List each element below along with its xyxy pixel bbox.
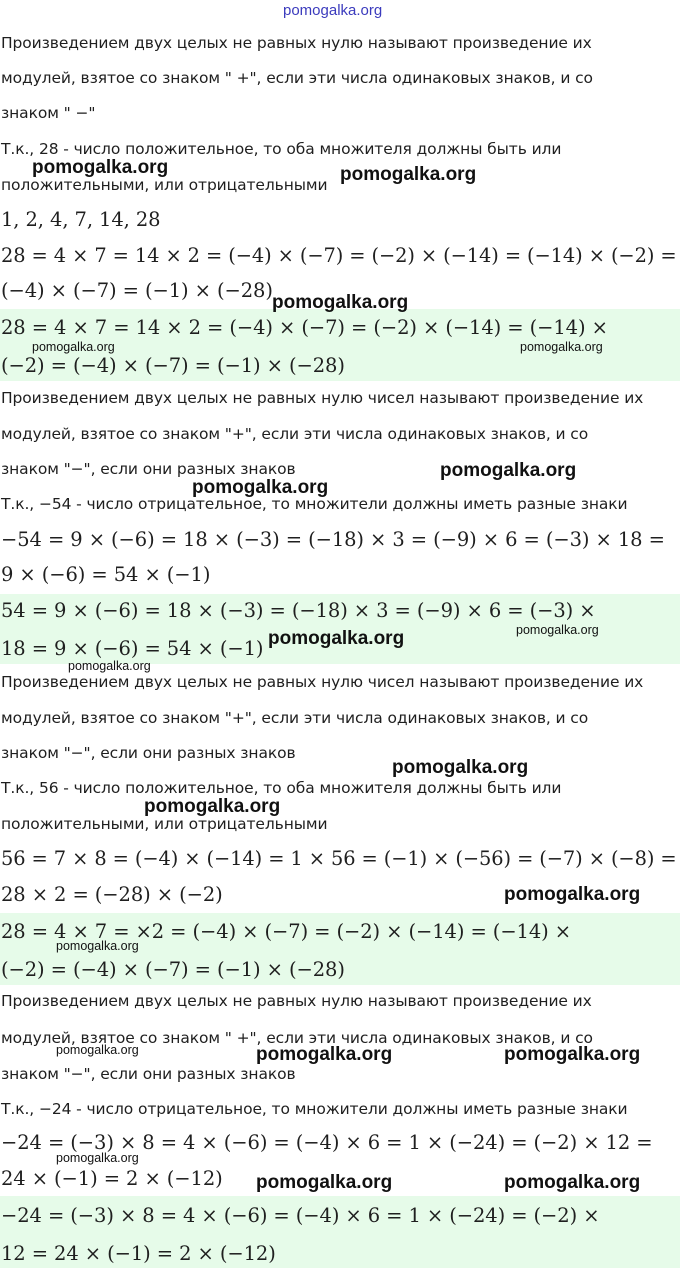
site-watermark: pomogalka.org (272, 292, 409, 313)
site-watermark: pomogalka.org (268, 628, 405, 649)
site-watermark: pomogalka.org (504, 884, 641, 905)
answer-line-2: 18 = 9 × (−6) = 54 × (−1) (1, 637, 264, 660)
calc-line-1: −54 = 9 × (−6) = 18 × (−3) = (−18) × 3 = (−9) × 6 = (−3) × 18 = (1, 528, 665, 551)
site-watermark: pomogalka.org (32, 340, 115, 354)
rule-line-3: знаком "−", если они разных знаков (1, 744, 296, 762)
calc-line-2: 28 × 2 = (−28) × (−2) (1, 883, 223, 906)
site-watermark: pomogalka.org (504, 1172, 641, 1193)
rule-line-1: Произведением двух целых не равных нулю чисел называют произведение их (1, 673, 644, 691)
answer-line-1: 28 = 4 × 7 = 14 × 2 = (−4) × (−7) = (−2) × (−14) = (−14) × (1, 316, 608, 339)
rule-line-2: модулей, взятое со знаком "+", если эти числа одинаковых знаков, и со (1, 425, 589, 443)
rule-line-3: знаком "−", если они разных знаков (1, 460, 296, 478)
site-watermark: pomogalka.org (56, 939, 139, 953)
note-line-2: положительными, или отрицательными (1, 815, 328, 833)
rule-line-3: знаком " −" (1, 104, 96, 122)
answer-line-2: 12 = 24 × (−1) = 2 × (−12) (1, 1242, 276, 1265)
rule-line-1: Произведением двух целых не равных нулю называют произведение их (1, 34, 592, 52)
answer-line-2: (−2) = (−4) × (−7) = (−1) × (−28) (1, 354, 345, 377)
rule-line-2: модулей, взятое со знаком " +", если эти числа одинаковых знаков, и со (1, 1029, 593, 1047)
calc-line-1: 28 = 4 × 7 = 14 × 2 = (−4) × (−7) = (−2) × (−14) = (−14) × (−2) = (1, 244, 677, 267)
note-line-1: Т.к., −24 - число отрицательное, то множители должны иметь разные знаки (1, 1100, 628, 1118)
site-watermark: pomogalka.org (192, 477, 329, 498)
site-watermark: pomogalka.org (340, 164, 477, 185)
site-watermark: pomogalka.org (32, 157, 169, 178)
site-watermark: pomogalka.org (520, 340, 603, 354)
answer-line-2: (−2) = (−4) × (−7) = (−1) × (−28) (1, 958, 345, 981)
answer-line-1: 54 = 9 × (−6) = 18 × (−3) = (−18) × 3 = (−9) × 6 = (−3) × (1, 599, 596, 622)
site-watermark: pomogalka.org (256, 1172, 393, 1193)
site-watermark: pomogalka.org (68, 659, 151, 673)
calc-line-2: (−4) × (−7) = (−1) × (−28) (1, 279, 273, 302)
answer-line-1: 28 = 4 × 7 = ×2 = (−4) × (−7) = (−2) × (−14) = (−14) × (1, 920, 572, 943)
answer-line-1: −24 = (−3) × 8 = 4 × (−6) = (−4) × 6 = 1 × (−24) = (−2) × (1, 1204, 600, 1227)
site-watermark: pomogalka.org (256, 1044, 393, 1065)
calc-line-2: 9 × (−6) = 54 × (−1) (1, 563, 211, 586)
note-line-1: Т.к., −54 - число отрицательное, то множители должны иметь разные знаки (1, 495, 628, 513)
site-watermark: pomogalka.org (56, 1043, 139, 1057)
site-watermark: pomogalka.org (144, 796, 281, 817)
site-watermark: pomogalka.org (440, 460, 577, 481)
rule-line-2: модулей, взятое со знаком " +", если эти числа одинаковых знаков, и со (1, 69, 593, 87)
rule-line-1: Произведением двух целых не равных нулю называют произведение их (1, 992, 592, 1010)
site-watermark: pomogalka.org (516, 623, 599, 637)
rule-line-3: знаком "−", если они разных знаков (1, 1065, 296, 1083)
divisors-list: 1, 2, 4, 7, 14, 28 (1, 208, 161, 231)
note-line-1: Т.к., 56 - число положительное, то оба множителя должны быть или (1, 779, 562, 797)
note-line-1: Т.к., 28 - число положительное, то оба множителя должны быть или (1, 140, 562, 158)
site-watermark: pomogalka.org (392, 757, 529, 778)
rule-line-2: модулей, взятое со знаком "+", если эти числа одинаковых знаков, и со (1, 709, 589, 727)
rule-line-1: Произведением двух целых не равных нулю чисел называют произведение их (1, 389, 644, 407)
site-watermark: pomogalka.org (56, 1151, 139, 1165)
site-watermark: pomogalka.org (504, 1044, 641, 1065)
calc-line-1: −24 = (−3) × 8 = 4 × (−6) = (−4) × 6 = 1 × (−24) = (−2) × 12 = (1, 1131, 653, 1154)
site-watermark-top: pomogalka.org (283, 2, 383, 19)
calc-line-1: 56 = 7 × 8 = (−4) × (−14) = 1 × 56 = (−1) × (−56) = (−7) × (−8) = (1, 847, 677, 870)
calc-line-2: 24 × (−1) = 2 × (−12) (1, 1167, 223, 1190)
note-line-2: положительными, или отрицательными (1, 176, 328, 194)
